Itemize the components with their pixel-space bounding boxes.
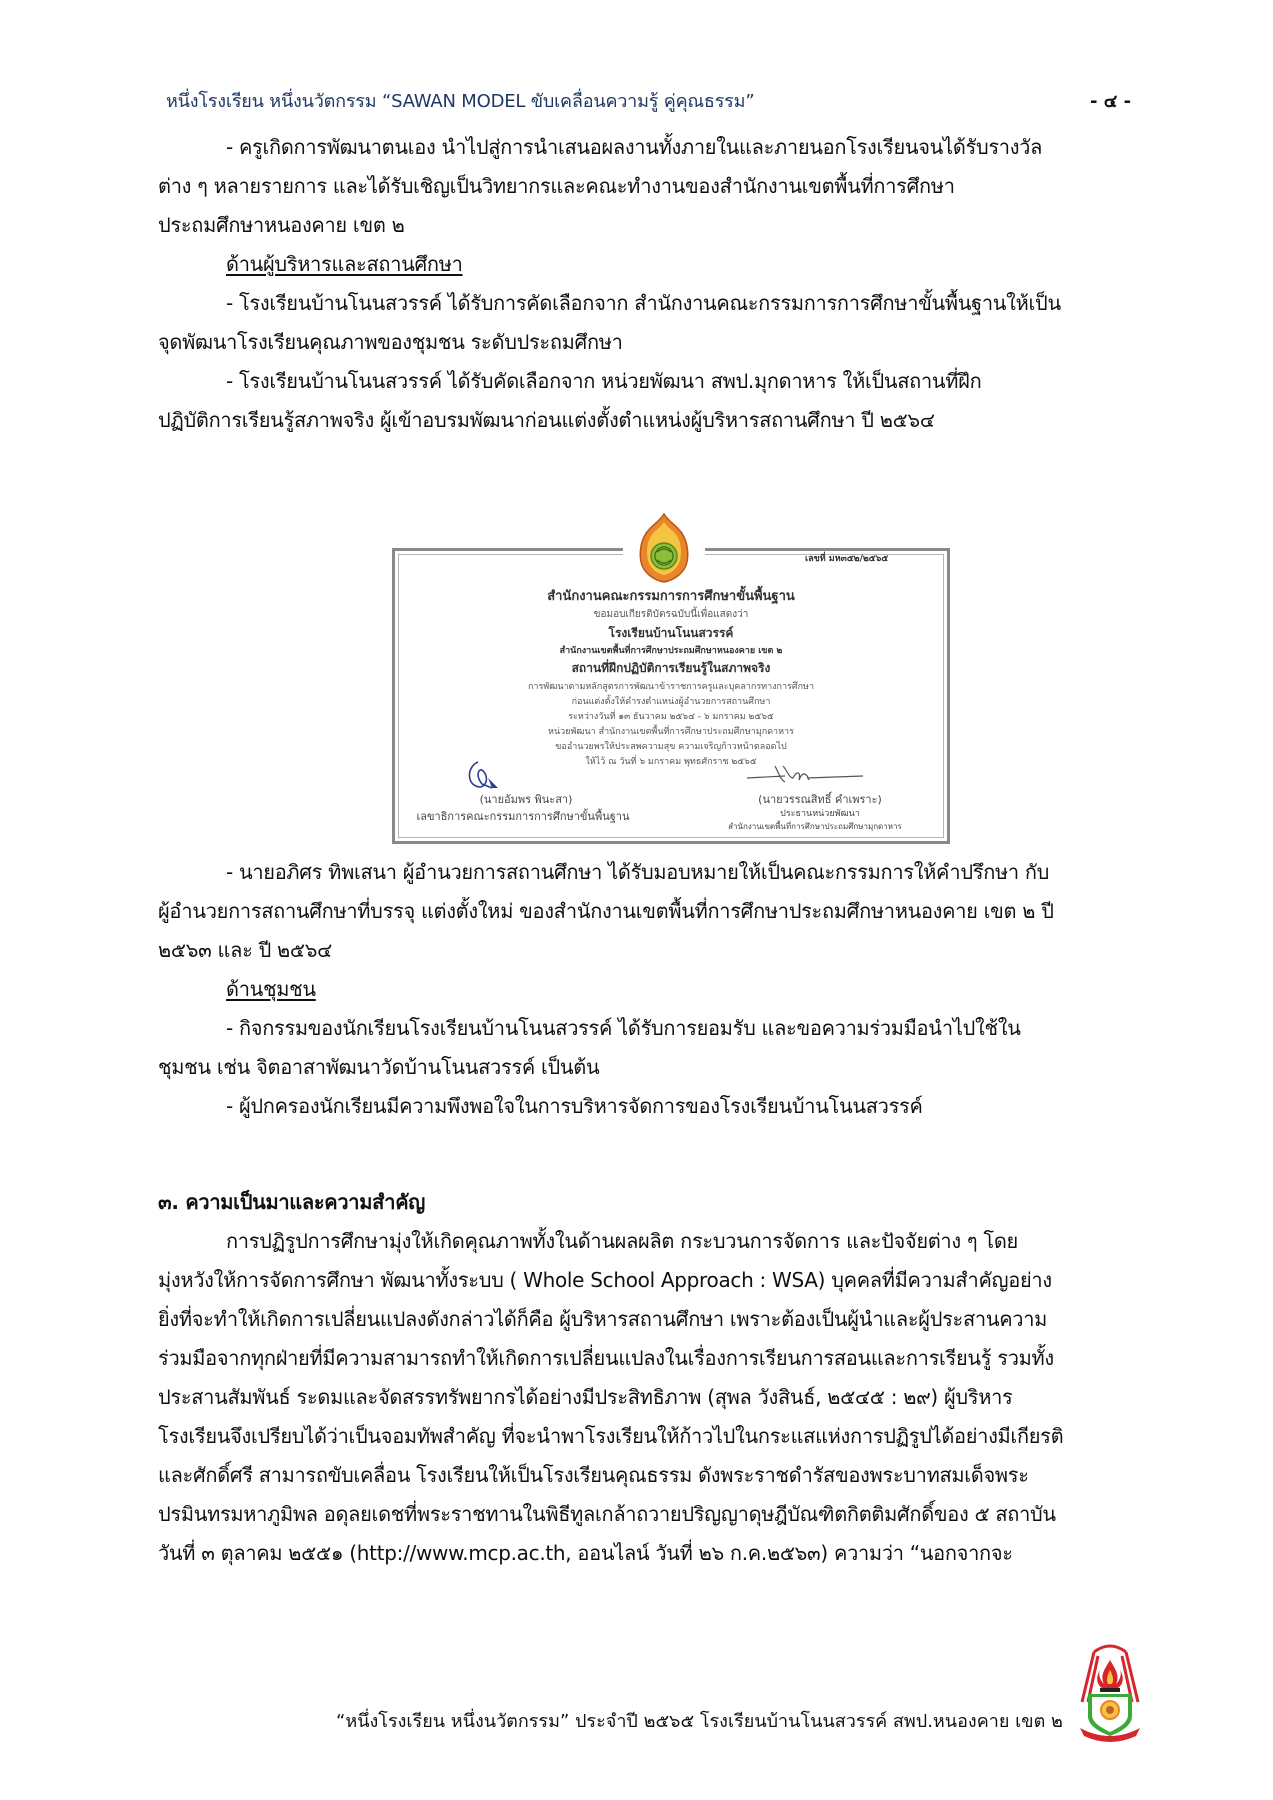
- signature-right-icon: [745, 760, 865, 788]
- certificate-desc: ก่อนแต่งตั้งให้ดำรงตำแหน่งผู้อำนวยการสถานศึกษา: [571, 697, 771, 707]
- certificate-issuer: สำนักงานคณะกรรมการการศึกษาขั้นพื้นฐาน: [547, 589, 795, 604]
- obec-seal-icon: [633, 512, 695, 584]
- paragraph-line: การปฏิรูปการศึกษามุ่งให้เกิดคุณภาพทั้งในด้านผลผลิต กระบวนการจัดการ และปัจจัยต่าง ๆ โดย: [226, 1229, 1018, 1253]
- paragraph-line: - โรงเรียนบ้านโนนสวรรค์ ได้รับการคัดเลือกจาก สำนักงานคณะกรรมการการศึกษาขั้นพื้นฐานให้เป็น: [226, 291, 1061, 315]
- paragraph-line: ผู้อำนวยการสถานศึกษาที่บรรจุ แต่งตั้งใหม่ ของสำนักงานเขตพื้นที่การศึกษาประถมศึกษาหนองคาย เขต ๒ ปี: [158, 899, 1054, 923]
- paragraph-line: - กิจกรรมของนักเรียนโรงเรียนบ้านโนนสวรรค์ ได้รับการยอมรับ และขอความร่วมมือนำไปใช้ใน: [226, 1016, 1021, 1040]
- paragraph-line: - ผู้ปกครองนักเรียนมีความพึงพอใจในการบริหารจัดการของโรงเรียนบ้านโนนสวรรค์: [226, 1094, 923, 1118]
- certificate-period: ระหว่างวันที่ ๑๓ ธันวาคม ๒๕๖๔ - ๖ มกราคม ๒๕๖๕: [568, 712, 774, 722]
- paragraph-line: วันที่ ๓ ตุลาคม ๒๕๕๑ (http://www.mcp.ac.th, ออนไลน์ วันที่ ๒๖ ก.ค.๒๕๖๓) ความว่า “นอกจากจะ: [158, 1541, 1013, 1565]
- paragraph-line: โรงเรียนจึงเปรียบได้ว่าเป็นจอมทัพสำคัญ ที่จะนำพาโรงเรียนให้ก้าวไปในกระแสแห่งการปฏิรูปได้อย่างมีเกียรติ: [158, 1424, 1064, 1448]
- signer-right-name: (นายวรรณสิทธิ์ คำเพราะ): [758, 793, 882, 806]
- page-footer: “หนึ่งโรงเรียน หนึ่งนวัตกรรม” ประจำปี ๒๕๖๕ โรงเรียนบ้านโนนสวรรค์ สพป.หนองคาย เขต ๒: [336, 1711, 1063, 1732]
- certificate-intro: ขอมอบเกียรติบัตรฉบับนี้เพื่อแสดงว่า: [593, 609, 749, 620]
- signer-left-name: (นายอัมพร พินะสา): [479, 793, 573, 806]
- paragraph-line: มุ่งหวังให้การจัดการศึกษา พัฒนาทั้งระบบ ( Whole School Approach : WSA) บุคคลที่มีความสำคัญอย่าง: [158, 1268, 1052, 1292]
- signer-right-office: สำนักงานเขตพื้นที่การศึกษาประถมศึกษามุกดาหาร: [728, 822, 902, 831]
- paragraph-line: ประสานสัมพันธ์ ระดมและจัดสรรทรัพยากรได้อย่างมีประสิทธิภาพ (สุพล วังสินธ์, ๒๕๔๕ : ๒๙) ผู้บริหาร: [158, 1385, 1013, 1409]
- signer-left-title: เลขาธิการคณะกรรมการการศึกษาขั้นพื้นฐาน: [416, 810, 630, 823]
- section-heading-community: ด้านชุมชน: [226, 977, 316, 1001]
- certificate-recipient: โรงเรียนบ้านโนนสวรรค์: [608, 626, 734, 640]
- paragraph-line: ต่าง ๆ หลายรายการ และได้รับเชิญเป็นวิทยากรและคณะทำงานของสำนักงานเขตพื้นที่การศึกษา: [158, 174, 955, 198]
- paragraph-line: จุดพัฒนาโรงเรียนคุณภาพของชุมชน ระดับประถมศึกษา: [158, 330, 623, 354]
- paragraph-line: ชุมชน เช่น จิตอาสาพัฒนาวัดบ้านโนนสวรรค์ เป็นต้น: [158, 1055, 600, 1079]
- running-header-title: หนึ่งโรงเรียน หนึ่งนวัตกรรม “SAWAN MODEL ขับเคลื่อนความรู้ คู่คุณธรรม”: [166, 91, 755, 112]
- certificate-number: เลขที่ มห๓๕๒/๒๕๖๕: [805, 554, 889, 564]
- certificate-desc: การพัฒนาตามหลักสูตรการพัฒนาข้าราชการครูและบุคลากรทางการศึกษา: [527, 682, 815, 692]
- paragraph-line: ปฏิบัติการเรียนรู้สภาพจริง ผู้เข้าอบรมพัฒนาก่อนแต่งตั้งตำแหน่งผู้บริหารสถานศึกษา ปี ๒๕๖๔: [158, 408, 935, 432]
- certificate-unit: หน่วยพัฒนา สำนักงานเขตพื้นที่การศึกษาประถมศึกษามุกดาหาร: [548, 727, 794, 737]
- school-emblem-icon: [1074, 1642, 1146, 1742]
- certificate-blessing: ขออำนวยพรให้ประสพความสุข ความเจริญก้าวหน้าตลอดไป: [555, 742, 787, 752]
- paragraph-line: ปรมินทรมหาภูมิพล อดุลยเดชที่พระราชทานในพิธีทูลเกล้าถวายปริญญาดุษฎีบัณฑิตกิตติมศักดิ์ของ ๕ สถาบัน: [158, 1502, 1056, 1526]
- certificate-given-date: ให้ไว้ ณ วันที่ ๖ มกราคม พุทธศักราช ๒๕๖๕: [585, 757, 757, 767]
- paragraph-line: ประถมศึกษาหนองคาย เขต ๒: [158, 213, 405, 237]
- paragraph-line: - นายอภิศร ทิพเสนา ผู้อำนวยการสถานศึกษา ได้รับมอบหมายให้เป็นคณะกรรมการให้คำปรึกษา กับ: [226, 860, 1050, 884]
- section-heading-background: ๓. ความเป็นมาและความสำคัญ: [158, 1190, 426, 1214]
- signer-right-title: ประธานหน่วยพัฒนา: [780, 809, 860, 819]
- paragraph-line: - โรงเรียนบ้านโนนสวรรค์ ได้รับคัดเลือกจาก หน่วยพัฒนา สพป.มุกดาหาร ให้เป็นสถานที่ฝึก: [226, 369, 982, 393]
- paragraph-line: ๒๕๖๓ และ ปี ๒๕๖๔: [158, 938, 332, 962]
- certificate-award: สถานที่ฝึกปฏิบัติการเรียนรู้ในสภาพจริง: [571, 661, 771, 675]
- section-heading-admin: ด้านผู้บริหารและสถานศึกษา: [226, 252, 463, 276]
- page-number: - ๔ -: [1090, 91, 1132, 112]
- signature-left-icon: [462, 758, 512, 794]
- paragraph-line: - ครูเกิดการพัฒนาตนเอง นำไปสู่การนำเสนอผลงานทั้งภายในและภายนอกโรงเรียนจนได้รับรางวัล: [226, 135, 1043, 159]
- paragraph-line: และศักดิ์ศรี สามารถขับเคลื่อน โรงเรียนให้เป็นโรงเรียนคุณธรรม ดังพระราชดำรัสของพระบาทสมเด็จพระ: [158, 1463, 1029, 1487]
- paragraph-line: ยิ่งที่จะทำให้เกิดการเปลี่ยนแปลงดังกล่าวได้ก็คือ ผู้บริหารสถานศึกษา เพราะต้องเป็นผู้นำและผู้ประสานความ: [158, 1307, 1048, 1331]
- certificate-recipient-office: สำนักงานเขตพื้นที่การศึกษาประถมศึกษาหนองคาย เขต ๒: [559, 646, 783, 656]
- paragraph-line: ร่วมมือจากทุกฝ่ายที่มีความสามารถทำให้เกิดการเปลี่ยนแปลงในเรื่องการเรียนการสอนและการเรียนรู้ รวมทั้ง: [158, 1346, 1054, 1370]
